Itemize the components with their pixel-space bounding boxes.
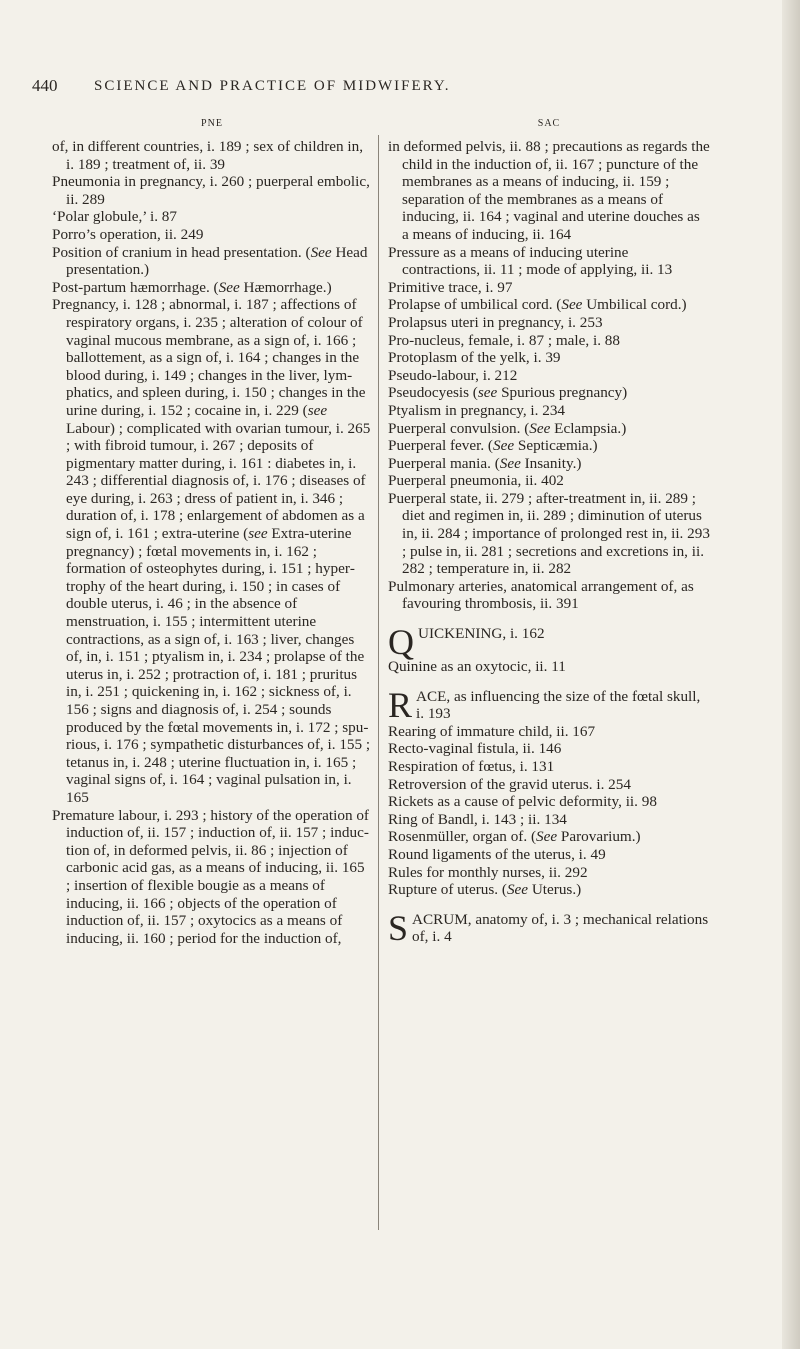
- index-entry: Rickets as a cause of pelvic deformity, ii. 98: [388, 793, 657, 811]
- index-entry: Pulmonary arteries, anatomical arrangement of, as favouring thrombosis, ii. 391: [388, 577, 694, 613]
- drop-cap-initial: R: [388, 684, 413, 725]
- index-entry: Rearing of immature child, ii. 167: [388, 722, 596, 740]
- index-entry: ‘Polar globule,’ i. 87: [52, 208, 177, 226]
- right-entries-s: [388, 907, 710, 948]
- right-entries-q: [388, 622, 710, 676]
- index-entry: Retroversion of the gravid uterus. i. 254: [388, 775, 631, 793]
- page-header: [32, 76, 740, 102]
- index-entry: Rupture of uterus. (See Uterus.): [388, 881, 582, 899]
- index-entry: Respiration of fœtus, i. 131: [388, 758, 555, 775]
- index-entry: Protoplasm of the yelk, i. 39: [388, 349, 561, 367]
- index-entry: Pressure as a means of inducing uterine contractions, ii. 11 ; mode of applying, ii. 13: [388, 243, 673, 279]
- section-gap: [388, 613, 710, 625]
- index-entry: Quinine as an oxytocic, ii. 11: [388, 658, 566, 676]
- index-entry: Puerperal convulsion. (See Eclampsia.): [388, 419, 627, 437]
- index-entry: in deformed pelvis, ii. 88 ; precautions as regards the child in the induction of, ii. 167 ; puncture of the membranes as a means of inducing, ii. 159 ; separation of the membranes as a means of inducing, ii. 164 ; vaginal and uterine douches as a means of inducing, ii. 164: [388, 138, 710, 243]
- running-head: SCIENCE AND PRACTICE OF MIDWIFERY.: [94, 78, 451, 94]
- left-column-head: PNE: [201, 118, 223, 129]
- index-entry: Round ligaments of the uterus, i. 49: [388, 845, 606, 863]
- index-entry: Pregnancy, i. 128 ; abnormal, i. 187 ; affections of respiratory organs, i. 235 ; alteration of colour of vaginal mucous membrane, as a sign of, i. 166 ; ballottement, as a sign of, i. 164 ; changes in the blood during, i. 149 ; changes in the liver, lymphatics, and spleen during, i. 150 ; changes in the urine during, i. 152 ; cocaine in, i. 229 (see Labour) ; complicated with ovarian tumour, i. 265 ; with fibroid tumour, i. 267 ; deposits of pigmentary matter during, i. 161 : diabetes in, i. 243 ; differential diagnosis of, i. 176 ; diseases of eye during, i. 263 ; dress of patient in, i. 346 ; duration of, i. 178 ; enlargement of abdomen as a sign of, i. 161 ; extra-uterine (see Extra-uterine pregnancy) ; fœtal movements in, i. 162 ; formation of osteophytes during, i. 151 ; hypertrophy of the heart during, i. 150 ; in cases of double uterus, i. 46 ; in the absence of menstruation, i. 155 ; intermittent uterine contractions, as a sign of, i. 163 ; liver, changes of, in, i. 151 ; ptyalism in, i. 234 ; prolapse of the uterus in, i. 252 ; protraction of, i. 181 ; pruritus in, i. 251 ; quickening in, i. 162 ; sickness of, i. 156 ; signs and diagnosis of, i. 254 ; sounds produced by the fœtal movements in, i. 172 ; spurious, i. 176 ; sympathetic disturbances of, i. 155 ; tetanus in, i. 248 ; uterine fluctuation in, i. 165 ; vaginal signs of, i. 164 ; vaginal pulsation in, i. 165: [52, 296, 371, 806]
- section-gap: [388, 676, 710, 688]
- index-entry: Pro-nucleus, female, i. 87 ; male, i. 88: [388, 331, 620, 349]
- index-entry: Prolapsus uteri in pregnancy, i. 253: [388, 313, 603, 331]
- index-entry: Porro’s operation, ii. 249: [52, 225, 204, 243]
- index-entry: QUICKENING, i. 162: [388, 622, 545, 663]
- drop-cap-initial: S: [388, 907, 409, 948]
- index-entry: Recto-vaginal fistula, ii. 146: [388, 740, 562, 758]
- index-entry: Position of cranium in head presentation. (See Head presentation.): [52, 243, 368, 279]
- index-entry: of, in different countries, i. 189 ; sex of children in, i. 189 ; treatment of, ii. 39: [52, 138, 363, 173]
- index-entry: Rules for monthly nurses, ii. 292: [388, 863, 588, 881]
- index-entry: Puerperal pneumonia, ii. 402: [388, 472, 564, 490]
- index-entry: Post-partum hæmorrhage. (See Hæmorrhage.): [52, 278, 332, 296]
- index-entry: Pneumonia in pregnancy, i. 260 ; puerperal embolic, ii. 289: [52, 173, 370, 208]
- left-entries: [52, 138, 372, 947]
- left-column: [52, 118, 372, 947]
- index-entry: Ptyalism in pregnancy, i. 234: [388, 401, 566, 419]
- page-number: 440: [32, 76, 58, 95]
- right-column: [388, 118, 710, 946]
- column-divider: [378, 135, 379, 1230]
- index-entry: Rosenmüller, organ of. (See Parovarium.): [388, 828, 641, 846]
- index-entry: Pseudo-labour, i. 212: [388, 366, 518, 384]
- page-edge-shadow: [782, 0, 800, 1349]
- index-entry: Premature labour, i. 293 ; history of the operation of induction of, ii. 157 ; induction of, ii. 157 ; induction of, in deformed pelvis, ii. 86 ; injection of carbonic acid gas, as a means of inducing, ii. 165 ; insertion of flexible bougie as a means of inducing, ii. 166 ; objects of the operation of induction of, ii. 157 ; oxytocics as a means of inducing, ii. 160 ; period for the induction of,: [52, 806, 369, 947]
- index-entry: Puerperal mania. (See Insanity.): [388, 454, 582, 472]
- right-entries-p: [388, 138, 710, 613]
- right-entries-r: [388, 684, 710, 899]
- right-column-head: SAC: [537, 118, 561, 129]
- index-entry: SACRUM, anatomy of, i. 3 ; mechanical relations of, i. 4: [388, 907, 709, 948]
- index-entry: Puerperal fever. (See Septicæmia.): [388, 437, 598, 455]
- index-entry: Pseudocyesis (see Spurious pregnancy): [388, 384, 628, 402]
- section-gap: [388, 899, 710, 911]
- index-entry: Ring of Bandl, i. 143 ; ii. 134: [388, 810, 567, 828]
- index-entry: RACE, as influencing the size of the fœtal skull, i. 193: [388, 684, 701, 725]
- index-entry: Puerperal state, ii. 279 ; after-treatment in, ii. 289 ; diet and regimen in, ii. 289 ; diminution of uterus in, ii. 284 ; importance of prolonged rest in, ii. 293 ; pulse in, ii. 281 ; secretions and excretions in, ii. 282 ; temperature in, ii. 282: [388, 489, 710, 578]
- drop-cap-initial: Q: [388, 622, 414, 663]
- index-entry: Prolapse of umbilical cord. (See Umbilical cord.): [388, 296, 687, 314]
- index-entry: Primitive trace, i. 97: [388, 278, 513, 296]
